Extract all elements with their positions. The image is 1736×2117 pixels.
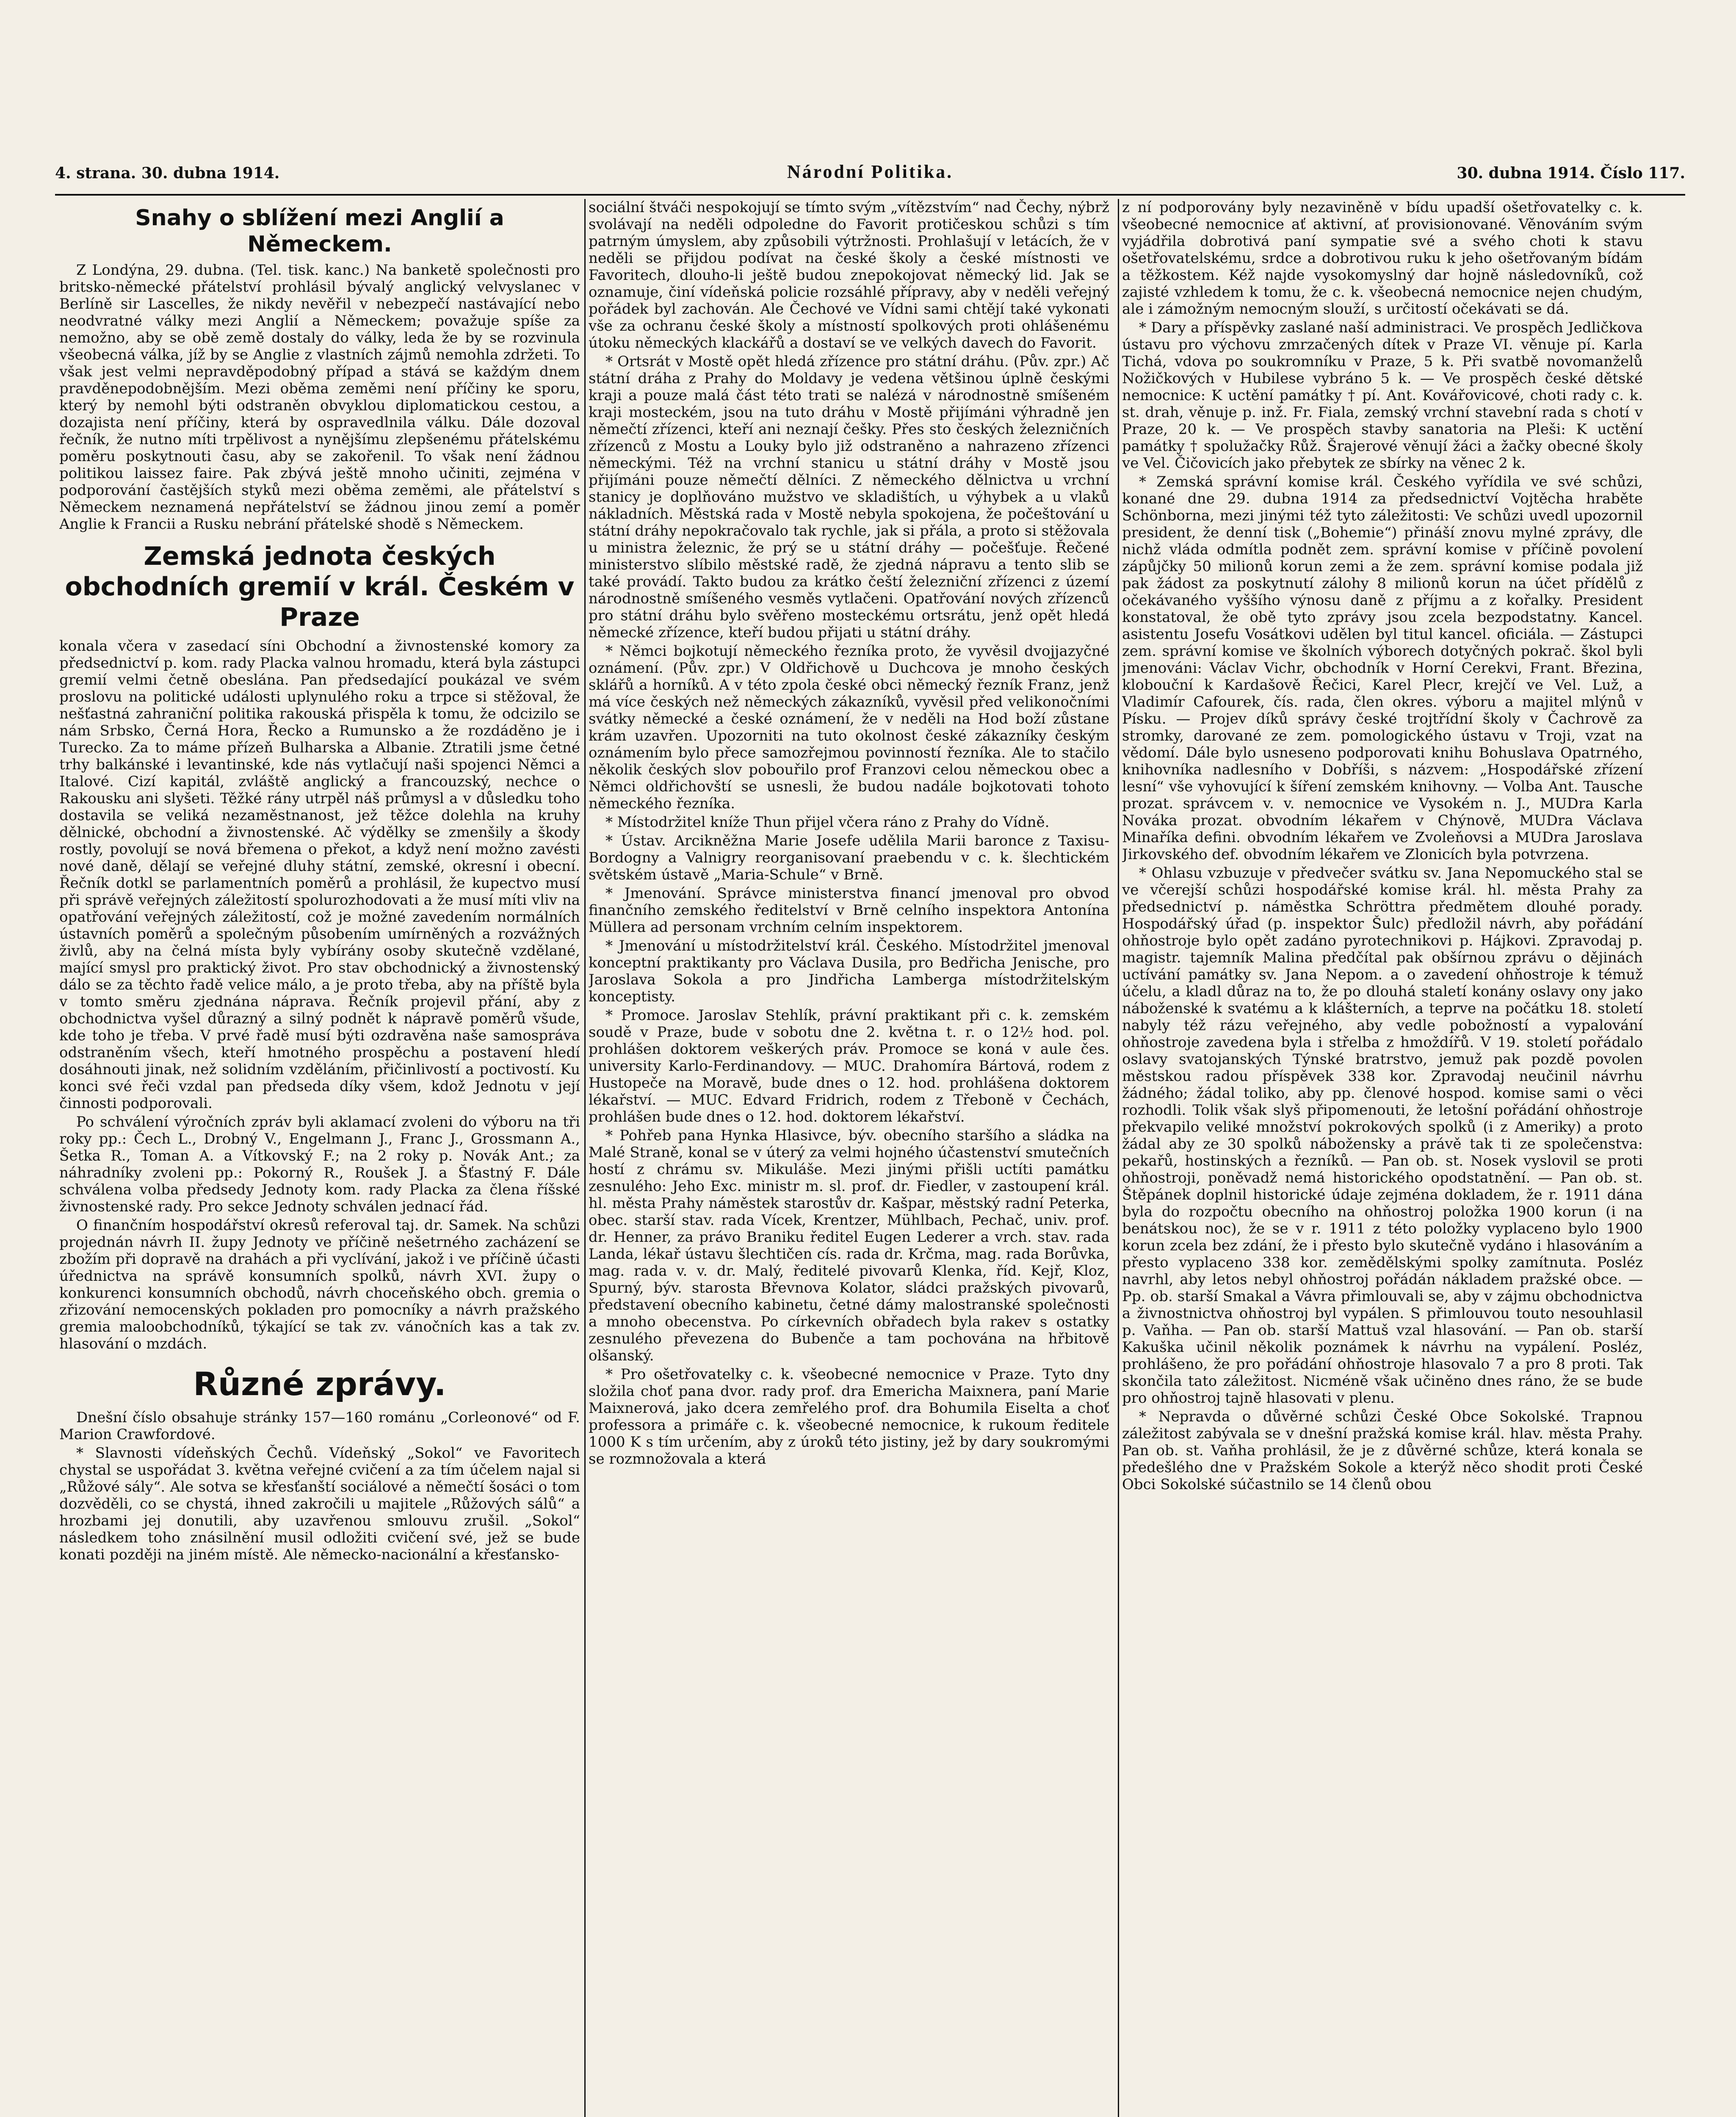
article-headline: Snahy o sblížení mezi Anglií a Německem. <box>135 205 504 257</box>
article-paragraph: sociální štváči nespokojují se tímto svým „vítězstvím“ nad Čechy, nýbrž svolávají na neděli odpoledne do Favorit protičeskou schůzi s tím patrným úmyslem, aby způsobili výtržnosti. Prohlašují v letácích, že v neděli se přijdou podívat na české školy a české místnosti ve Favoritech, dlouho-li ještě budou znepokojovat německý lid. Jak se oznamuje, činí vídeňská policie rozsáhlé přípravy, aby v neděli veřejný pořádek byl zachován. Ale Čechové ve Vídni sami chtějí také vykonati vše za ochranu české školy a místností spolkových proti ohlášenému útoku německých klackářů a dostaví se ve velkých davech do Favorit. <box>589 199 1109 351</box>
news-item: * Ohlasu vzbuzuje v předvečer svátku sv. Jana Nepomuckého stal se ve včerejší schůzi hospodářské komise král. hl. města Prahy za předsednictví p. náměstka Schröttra předmětem dlouhé porady. Hospodářský úřad (p. inspektor Šulc) předložil návrh, aby pořádání ohňostroje bylo opět zadáno pyrotechnikovi p. Hájkovi. Zpravodaj p. magistr. tajemník Malina předčítal pak obšírnou zprávu o dějinách uctívání památky sv. Jana Nepom. a o zavedení ohňostroje k témuž účelu, a kladl důraz na to, že po dlouhá staletí konány oslavy ony jako náboženské k svatému a k klášterních, a teprve na počátku 18. století nabyly též rázu veřejného, aby vedle pobožností a vypalování ohňostroje zavedena byla i střelba z hmoždířů. V 19. století pořádalo oslavy svatojanských Týnské bratrstvo, jemuž pak pozdě povolen městskou radou příspěvek 338 kor. Zpravodaj neučinil návrhu žádného; žádal toliko, aby pp. členové hospod. komise sami o věci rozhodli. Tolik však slyš připomenouti, že letošní pořádání ohňostroje překvapilo veliké množství pokrokových spolků (i z Ameriky) a proto žádal aby ze 30 spolků nábožensky a právě tak ti ze společenstva: pekařů, hostinských a řezníků. — Pan ob. st. Nosek vyslovil se proti ohňostroji, poněvadž nemá historického opodstatnění. — Pan ob. st. Štěpánek doplnil historické údaje zejména dokladem, že r. 1911 dána byla do rozpočtu obecního na ohňostroj položka 1900 korun (i na benátskou noc), že se v r. 1911 z této položky vyplaceno bylo 1900 korun zcela bez zdání, že i přesto bylo skutečně vydáno i hlasováním a přesto vyplaceno 338 kor. zemědělskými spolky zamítnuta. Posléz navrhl, aby letos nebyl ohňostroj pořádán nákladem pražské obce. — Pp. ob. starší Smakal a Vávra přimlouvali se, aby v zájmu obchodnictva a živnostnictva ohňostroj byl vypálen. S přimlouvou touto nesouhlasil p. Vaňha. — Pan ob. starší Mattuš vzal hlasování. — Pan ob. starší Kakuška učinil několik poznámek k návrhu na vypálení. Posléz, prohlášeno, že pro pořádání ohňostroje hlasovalo 7 a pro 8 proti. Tak skončila tato záležitost. Nicméně však učiněno dnes ráno, že se bude pro ohňostroj tajně hlasovati v plenu. <box>1122 865 1643 1407</box>
article-paragraph: O finančním hospodářství okresů referoval taj. dr. Samek. Na schůzi projednán návrh II. župy Jednoty ve příčině nešetrného zacházení se zbožím při dopravě na drahách a při vyclívání, jakož i ve příčině účasti úřednictva na správě konsumních spolků, návrh XVI. župy o konkurenci konsumních obchodů, návrh choceňského obch. gremia o zřizování nemocenských pokladen pro pomocníky a návrh pražského gremia maloobchodníků, týkající se tak zv. vánočních kas a tak zv. hlasování o mzdách. <box>59 1217 580 1352</box>
article-paragraph: Po schválení výročních zpráv byli aklamací zvoleni do výboru na tři roky pp.: Čech L., Drobný V., Engelmann J., Franc J., Grossmann A., Šetka R., Toman A. a Vítkovský F.; na 2 roky p. Novák Ant.; za náhradníky zvoleni pp.: Pokorný R., Roušek J. a Šťastný F. Dále schválena volba předsedy Jednoty kom. rady Placka za člena říšské živnostenské rady. Pro sekce Jednoty schválen jednací řád. <box>59 1114 580 1215</box>
column-rule <box>584 199 586 2117</box>
page-header <box>55 157 1685 191</box>
header-issue-number: 30. dubna 1914. Číslo 117. <box>1457 164 1685 182</box>
news-item: * Němci bojkotují německého řezníka proto, že vyvěsil dvojjazyčné oznámení. (Pův. zpr.) V Oldřichově u Duchcova je mnoho českých sklářů a horníků. A v této zpola české obci německý řezník Franz, jenž má více českých než německých zákazníků, vyvěsil před velikonočními svátky německé a české oznámení, že v neděli na Hod boží zůstane krám uzavřen. Upozorniti na tuto okolnost české zákazníky českým oznámením bylo přece samozřejmou povinností řezníka. Ale to stačilo několik českých slov pobouřilo prof Franzovi celou německou obec a Němci oldřichovští se usnesli, že budou nadále bojkotovati tohoto německého řezníka. <box>589 643 1109 812</box>
column-1 <box>59 199 580 2117</box>
news-item: * Zemská správní komise král. Českého vyřídila ve své schůzi, konané dne 29. dubna 1914 za předsednictví Vojtěcha hraběte Schönborna, mezi jinými též tyto záležitosti: Ve schůzi uvedl upozornil president, že denní tisk („Bohemie“) přináší znovu mylné zprávy, dle nichž vláda odmítla podnět zem. správní komise v příčině povolení zápůjčky 50 milionů korun zemi a že zem. správní komise podala již pak žádost za poskytnutí zálohy 8 milionů korun na účet přídělů z očekávaného vyššího výnosu daně z příjmu a z kořalky. President konstatoval, že obě tyto zprávy jsou zcela bezpodstatny. Kancel. asistentu Josefu Vosátkovi udělen byl titul kancel. oficiála. — Zástupci zem. správní komise ve školních výborech dotyčných pokrač. škol byli jmenováni: Václav Vichr, obchodník v Horní Cerekvi, Frant. Březina, klobouční k Kardašově Řečici, Karel Plecr, krejčí ve Vel. Luž, a Vladimír Cafourek, čís. rada, člen okres. výboru a majitel mlýnů v Písku. — Projev díků správy české trojtřídní školy v Čachrově za stromky, darované ze zem. pomologického ústavu v Troji, vzat na vědomí. Dále bylo usneseno podporovati knihu Bohuslava Opatrného, knihovníka nadlesního v Dobříši, s názvem: „Hospodářské zřízení lesní“ vše vyhovující k šíření zemském knihovny. — Volba Ant. Tausche prozat. správcem v. v. nemocnice ve Vysokém n. J., MUDra Karla Nováka prozat. obvodním lékařem v Chýnově, MUDra Václava Minaříka defini. obvodním lékařem ve Zvoleňovsi a MUDra Jaroslava Jirkovského def. obvodním lékařem ve Zlonicích byla potvrzena. <box>1122 473 1643 863</box>
news-item: * Nepravda o důvěrné schůzi České Obce Sokolské. Trapnou záležitost zabývala se v dnešní pražská komise král. hlav. města Prahy. Pan ob. st. Vaňha prohlásil, že je z důvěrné schůze, která konala se předešlého dne v Pražském Sokole a kterýž něco shodit proti České Obci Sokolské súčastnilo se 14 členů obou <box>1122 1408 1643 1493</box>
news-item: * Dary a příspěvky zaslané naší administraci. Ve prospěch Jedličkova ústavu pro výchovu zmrzačených dítek v Praze VI. věnuje pí. Karla Tichá, vdova po soukromníku v Praze, 5 k. Při svatbě novomanželů Nožičkových v Hubilese vybráno 5 k. — Ve prospěch české dětské nemocnice: K uctění památky † pí. Ant. Kovářovicové, choti rady c. k. st. drah, věnuje p. inž. Fr. Fiala, zemský vrchní stavební rada s chotí v Praze, 20 k. — Ve prospěch stavby sanatoria na Pleši: K uctění památky † spolužačky Růž. Šrajerové věnují žáci a žačky obecné školy ve Vel. Čičovicích jako přebytek ze sbírky na věnec 2 k. <box>1122 319 1643 472</box>
header-rule <box>55 194 1685 196</box>
column-3 <box>1122 199 1643 2117</box>
article-paragraph: z ní podporovány byly nezaviněně v bídu upadší ošetřovatelky c. k. všeobecné nemocnice ať aktivní, ať provisionované. Věnováním svým vyjádřila dobrotivá paní sympatie své a svého choti k stavu ošetřovatelskému, srdce a dobrotivou ruku k jeho ošetřovaným bídám a těžkostem. Kéž najde vysokomyslný dar hojně následovníků, což zajisté vzhledem k tomu, že c. k. všeobecná nemocnice nejen chudým, ale i zámožným nemocným slouží, s určitostí očekávati se dá. <box>1122 199 1643 318</box>
news-item: * Jmenování u místodržitelství král. Českého. Místodržitel jmenoval konceptní praktikanty pro Václava Dusila, pro Bedřicha Jenische, pro Jaroslava Sokola a pro Jindřicha Lamberga místodržitelským konceptisty. <box>589 937 1109 1005</box>
header-page-date: 4. strana. 30. dubna 1914. <box>55 164 280 182</box>
article-paragraph: Z Londýna, 29. dubna. (Tel. tisk. kanc.) Na banketě společnosti pro britsko-německé přátelství prohlásil bývalý anglický velvyslanec v Berlíně sir Lascelles, že nikdy nevěřil v nebezpečí nastávající nebo neodvratné války mezi Anglií a Německem; považuje spíše za nemožno, aby se obě země dostaly do války, leda že by se rozvinula všeobecná válka, jíž by se Anglie z vlastních zájmů nemohla zdržeti. To však jest velmi nepravděpodobný případ a stává se každým dnem pravděnepodobnějším. Mezi oběma zeměmi není příčiny ke sporu, který by nemohl býti odstraněn obvyklou diplomatickou cestou, a dozajista není příčiny, která by ospravedlnila válku. Dále dozoval řečník, že nutno míti trpělivost a nynějšímu zlepšenému přátelskému poměru poskytnouti času, aby se zakořenil. To však není žádnou politikou laissez faire. Pak zbývá ještě mnoho učiniti, zejména v podporování častějších styků mezi oběma zeměmi, ale přátelství s Německem neznamená nepřátelství se žádnou jinou zemí a poměr Anglie k Francii a Rusku nebrání přátelské shodě s Německem. <box>59 262 580 533</box>
article-paragraph: * Slavnosti vídeňských Čechů. Vídeňský „Sokol“ ve Favoritech chystal se uspořádat 3. května veřejné cvičení a za tím účelem najal si „Růžové sály“. Ale sotva se křesťanští sociálové a němečtí šosáci o tom dozvěděli, co se chystá, ihned zakročili u majitele „Růžových sálů“ a hrozbami jej donutili, aby uzavřenou smlouvu zrušil. „Sokol“ následkem toho znásilnění musil odložiti cvičení své, jež se bude konati později na jiném místě. Ale německo-nacionální a křesťansko- <box>59 1445 580 1563</box>
article-paragraph: Dnešní číslo obsahuje stránky 157—160 románu „Corleonové“ od F. Marion Crawfordové. <box>59 1409 580 1443</box>
news-item: * Ortsrát v Mostě opět hledá zřízence pro státní dráhu. (Pův. zpr.) Ač státní dráha z Prahy do Moldavy je vedena většinou úplně českými kraji a pouze malá část této trati se nalézá v národnostně smíšeném kraji mosteckém, jsou na tuto dráhu v Mostě přijímáni výhradně jen němečtí zřízenci, kteří ani neznají češky. Přes sto českých železničních zřízenců z Mostu a Louky bylo již odstraněno a nahrazeno zřízenci německými. Též na vrchní stanicu u státní dráhy v Mostě jsou přijímáni pouze němečtí dělníci. Z německého dělnictva u vrchní stanicy je doplňováno mužstvo ve skladištích, u výhybek a u vlaků nákladních. Městská rada v Mostě nebyla spokojena, že počeštování u státní dráhy nepokračovalo tak rychle, jak si přála, a proto si stěžovala u ministra železnic, že prý se u státní dráhy — počešťuje. Řečené ministerstvo slíbilo městské radě, že zjedná nápravu a tento slib se také provádí. Takto budou za krátko čeští železniční zřízenci z území národnostně smíšeného vesměs vytlačeni. Opatřování nových zřízenců pro státní dráhu bylo svěřeno mosteckému ortsrátu, jenž opět hledá německé zřízence, kteří budou přijati u státní dráhy. <box>589 353 1109 641</box>
news-item: * Ústav. Arcikněžna Marie Josefe udělila Marii baronce z Taxisu-Bordogny a Valnigry reorganisovaní praebendu v c. k. šlechtickém světském ústavě „Maria-Schule“ v Brně. <box>589 832 1109 883</box>
masthead-title: Národní Politika. <box>787 161 954 182</box>
news-item: * Jmenování. Správce ministerstva financí jmenoval pro obvod finančního zemského ředitelství v Brně celního inspektora Antonína Müllera ad personam vrchním celním inspektorem. <box>589 885 1109 936</box>
news-item: * Pro ošetřovatelky c. k. všeobecné nemocnice v Praze. Tyto dny složila choť pana dvor. rady prof. dra Emericha Maixnera, paní Marie Maixnerová, jako dcera zemřelého prof. dra Bohumila Eiselta a choť professora a primáře c. k. všeobecné nemocnice, k rukoum ředitele 1000 K s tím určením, aby z úroků této jistiny, jež by dary soukromými se rozmnožovala a která <box>589 1366 1109 1468</box>
section-headline: Různé zprávy. <box>193 1365 446 1403</box>
article-paragraph: konala včera v zasedací síni Obchodní a živnostenské komory za předsednictví p. kom. rady Placka valnou hromadu, která byla zástupci gremií velmi četně obeslána. Pan předsedající poukázal ve svém proslovu na politické události uplynulého roku a trpce si stěžoval, že nešťastná zahraniční politika rakouská přispěla k tomu, že odcizilo se nám Srbsko, Černá Hora, Řecko a Rumunsko a že rozdáděno je i Turecko. Za to máme přízeň Bulharska a Albanie. Ztratili jsme četné trhy balkánské i levantinské, kde nás vytlačují naši spojenci Němci a Italové. Cizí kapitál, zvláště anglický a francouzský, nechce o Rakousku ani slyšeti. Těžké rány utrpěl náš průmysl a v důsledku toho dostavila se veliká nezaměstnanost, jež těžce dolehla na kruhy dělnické, obchodní a živnostenské. Ač výdělky se zmenšily a škody rostly, povolují se nová břemena o překot, a když není možno zavésti nové daně, dělají se veřejné dluhy státní, zemské, okresní i obecní. Řečník dotkl se parlamentních poměrů a prohlásil, že kupectvo musí při správě veřejných záležitostí spolurozhodovati a že musí míti vliv na opatřování veřejných záležitostí, což je možné zavedením normálních ústavních poměrů a společným působením umírněných a rozvážných živlů, aby na čelná místa byly vybírány osoby skutečně vzdělané, mající smysl pro praktický život. Pro stav obchodnický a živnostenský dálo se za těchto řadě velice málo, a je proto třeba, aby na příště byla v tomto směru zjednána náprava. Řečník projevil přání, aby z obchodnictva vyšel důrazný a silný podnět k nápravě poměrů všude, kde toho je třeba. V prvé řadě musí býti ozdravěna naše samospráva odstraněním všech, kteří hmotného prospěchu a postavení hledí dosáhnouti jinak, než solidním vzděláním, přičinlivostí a poctivostí. Ku konci své řeči vzdal pan předseda díky všem, kdož Jednotu v její činnosti podporovali. <box>59 638 580 1112</box>
article-headline: Zemská jednota českých obchodních gremií v král. Českém v Praze <box>65 542 575 632</box>
news-item: * Promoce. Jaroslav Stehlík, právní praktikant při c. k. zemském soudě v Praze, bude v sobotu dne 2. května t. r. o 12½ hod. pol. prohlášen doktorem veškerých práv. Promoce se koná v aule čes. university Karlo-Ferdinandovy. — MUC. Drahomíra Bártová, rodem z Hustopeče na Moravě, bude dnes o 12. hod. prohlášena doktorem lékařství. — MUC. Edvard Fridrich, rodem z Třeboně v Čechách, prohlášen bude dnes o 12. hod. doktorem lékařství. <box>589 1007 1109 1125</box>
news-item: * Místodržitel kníže Thun přijel včera ráno z Prahy do Vídně. <box>605 814 1050 831</box>
column-rule <box>1118 199 1119 2117</box>
news-item: * Pohřeb pana Hynka Hlasivce, býv. obecního staršího a sládka na Malé Straně, konal se v úterý za velmi hojného účastenství smutečních hostí z chrámu sv. Mikuláše. Mezi jinými přišli uctíti památku zesnulého: Jeho Exc. ministr m. sl. prof. dr. Fiedler, v zastoupení král. hl. města Prahy náměstek starostův dr. Kašpar, městský radní Peterka, obec. starší stav. rada Vícek, Krentzer, Mühlbach, Pechač, univ. prof. dr. Henner, za právo Braniku ředitel Eugen Lederer a vrch. stav. rada Landa, lékař ústavu šlechtičen cís. rada dr. Krčma, mag. rada Borůvka, mag. rada v. v. dr. Malý, ředitelé pivovarů Klenka, říd. Kejř, Kloz, Spurný, býv. starosta Břevnova Kolator, sládci pražských pivovarů, představení obecního kabinetu, četné dámy malostranské společnosti a mnoho obecenstva. Po církevních obřadech byla rakev s ostatky zesnulého převezena do Bubenče a tam pochována na hřbitově olšanský. <box>589 1127 1109 1364</box>
column-2 <box>589 199 1109 2117</box>
